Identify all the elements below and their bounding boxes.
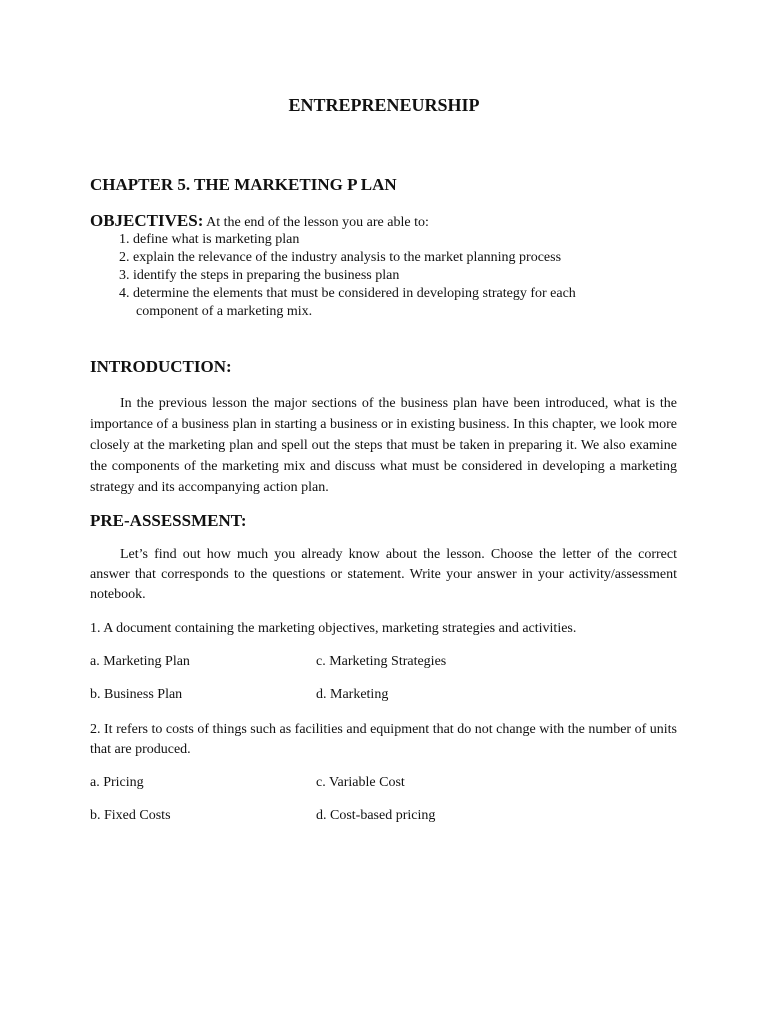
objectives-lead: At the end of the lesson you are able to: (203, 215, 429, 230)
question-2-option-a: a. Pricing (90, 775, 144, 790)
pre-assessment-heading: PRE-ASSESSMENT: (90, 511, 247, 530)
objectives-line (90, 211, 429, 231)
objective-item: 3. identify the steps in preparing the business plan (119, 268, 400, 283)
document-title: ENTREPRENEURSHIP (288, 95, 480, 115)
objective-item: 1. define what is marketing plan (119, 232, 300, 247)
question-1-option-c: c. Marketing Strategies (316, 654, 447, 669)
objective-item: 2. explain the relevance of the industry analysis to the market planning process (119, 250, 562, 265)
question-2: 2. It refers to costs of things such as facilities and equipment that do not change with the number of units that are produced. (90, 722, 677, 757)
pre-assessment-instructions: Let’s find out how much you already know about the lesson. Choose the letter of the correct answer that corresponds to the questions or statement. Write your answer in your activity/assessment notebook. (90, 547, 677, 602)
question-2-option-d: d. Cost-based pricing (316, 808, 436, 823)
chapter-heading: CHAPTER 5. THE MARKETING P LAN (90, 175, 397, 194)
objective-item: 4. determine the elements that must be considered in developing strategy for each (119, 286, 576, 301)
question-1-option-b: b. Business Plan (90, 687, 183, 702)
question-1: 1. A document containing the marketing objectives, marketing strategies and activities. (90, 621, 577, 636)
introduction-heading: INTRODUCTION: (90, 357, 232, 376)
objectives-heading: OBJECTIVES: (90, 211, 204, 230)
question-2-option-b: b. Fixed Costs (90, 808, 171, 823)
objective-item-continued: component of a marketing mix. (136, 304, 313, 319)
question-1-option-a: a. Marketing Plan (90, 654, 190, 669)
question-1-option-d: d. Marketing (316, 687, 389, 702)
introduction-paragraph: In the previous lesson the major sections of the business plan have been introduced, what is the importance of a business plan in starting a business or in existing business. In this chapter, we look more closely at the marketing plan and spell out the steps that must be taken in preparing it. We also examine the components of the marketing mix and discuss what must be considered in developing a marketing strategy and its accompanying action plan. (90, 396, 677, 495)
question-2-option-c: c. Variable Cost (316, 775, 405, 790)
